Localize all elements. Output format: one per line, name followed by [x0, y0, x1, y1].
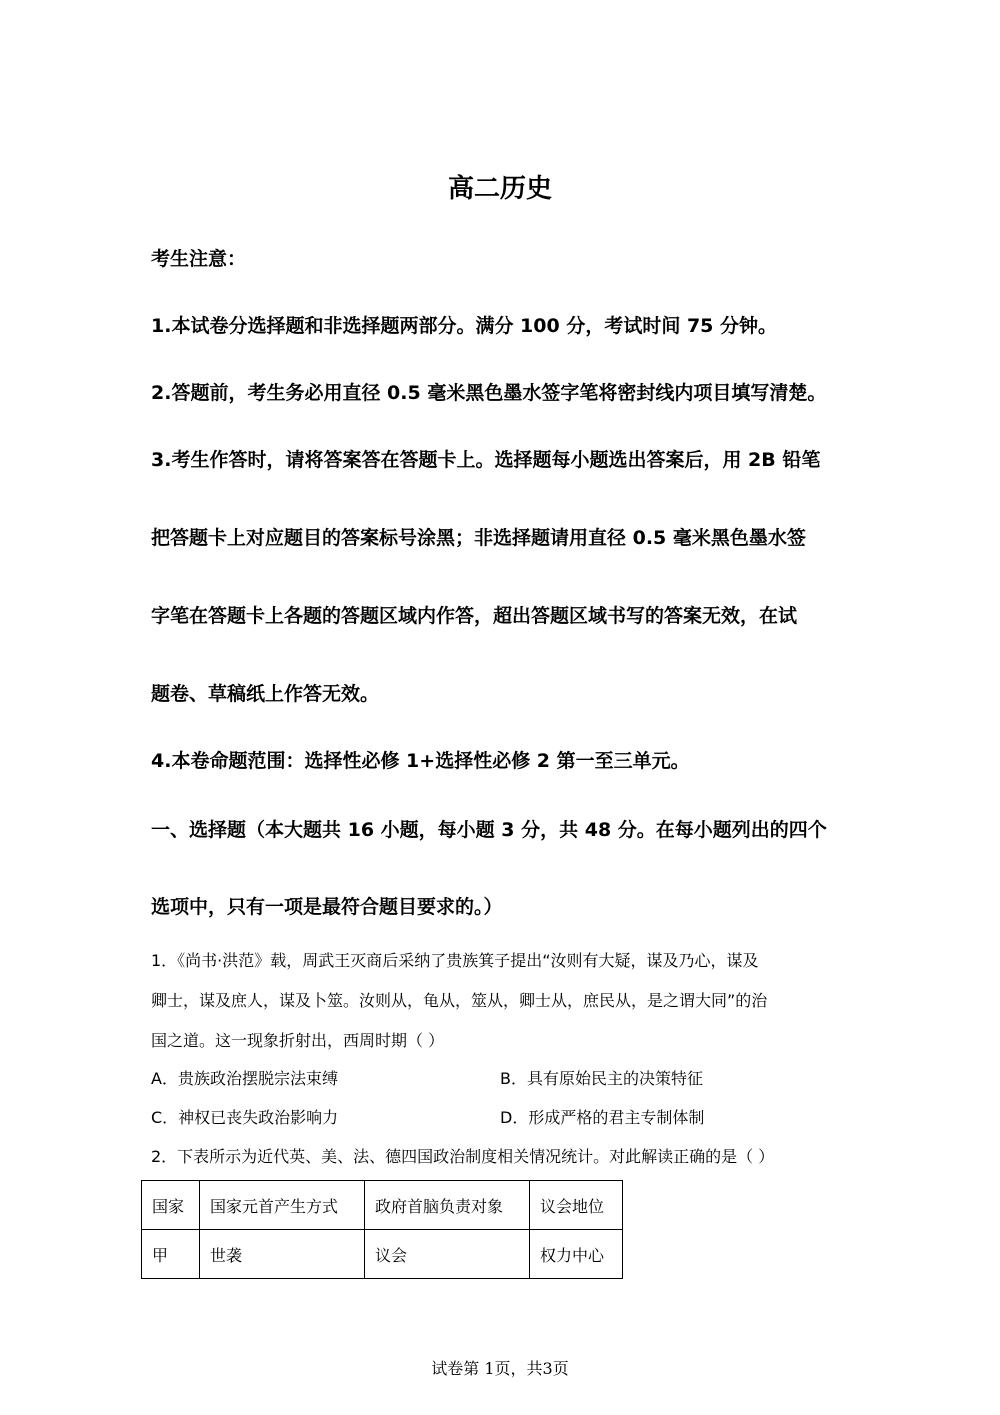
q1-stem-line-3: 国之道。这一现象折射出，西周时期（ ）	[151, 1031, 445, 1050]
table-cell: 权力中心	[530, 1230, 623, 1279]
table-header-cell: 国家	[142, 1181, 200, 1230]
table-header-cell: 政府首脑负责对象	[365, 1181, 530, 1230]
q1-option-d: D．形成严格的君主专制体制	[500, 1108, 705, 1127]
notice-line-5: 字笔在答题卡上各题的答题区域内作答，超出答题区域书写的答案无效，在试	[151, 605, 798, 627]
q2-table	[141, 1180, 623, 1279]
table-cell: 议会	[365, 1230, 530, 1279]
notice-heading: 考生注意：	[151, 248, 247, 270]
q1-option-b: B．具有原始民主的决策特征	[500, 1069, 703, 1088]
q1-option-c: C．神权已丧失政治影响力	[151, 1108, 339, 1127]
table-header-cell: 国家元首产生方式	[200, 1181, 365, 1230]
table-header-row	[142, 1181, 623, 1230]
q1-option-a: A．贵族政治摆脱宗法束缚	[151, 1069, 338, 1088]
table-header-cell: 议会地位	[530, 1181, 623, 1230]
table-cell: 世袭	[200, 1230, 365, 1279]
q1-stem-line-1: 1．《尚书·洪范》载，周武王灭商后采纳了贵族箕子提出“汝则有大疑，谋及乃心，谋及	[151, 951, 759, 970]
page-footer: 试卷第 1页，共3页	[431, 1359, 569, 1378]
notice-line-2: 2.答题前，考生务必用直径 0.5 毫米黑色墨水签字笔将密封线内项目填写清楚。	[151, 382, 827, 404]
page-title: 高二历史	[447, 174, 552, 204]
section-heading-line-1: 一、选择题（本大题共 16 小题，每小题 3 分，共 48 分。在每小题列出的四个	[151, 819, 827, 841]
q2-stem: 2．下表所示为近代英、美、法、德四国政治制度相关情况统计。对此解读正确的是（ ）	[151, 1147, 775, 1166]
q1-stem-line-2: 卿士，谋及庶人，谋及卜筮。汝则从，龟从，筮从，卿士从，庶民从，是之谓大同”的治	[151, 991, 768, 1010]
table-cell: 甲	[142, 1230, 200, 1279]
notice-line-6: 题卷、草稿纸上作答无效。	[151, 683, 380, 705]
notice-line-3: 3.考生作答时，请将答案答在答题卡上。选择题每小题选出答案后，用 2B 铅笔	[151, 449, 821, 471]
notice-line-4: 把答题卡上对应题目的答案标号涂黑；非选择题请用直径 0.5 毫米黑色墨水签	[151, 527, 806, 549]
table-row	[142, 1230, 623, 1279]
notice-line-1: 1.本试卷分选择题和非选择题两部分。满分 100 分，考试时间 75 分钟。	[151, 315, 777, 337]
notice-line-7: 4.本卷命题范围：选择性必修 1+选择性必修 2 第一至三单元。	[151, 750, 690, 772]
section-heading-line-2: 选项中，只有一项是最符合题目要求的。）	[151, 896, 503, 918]
